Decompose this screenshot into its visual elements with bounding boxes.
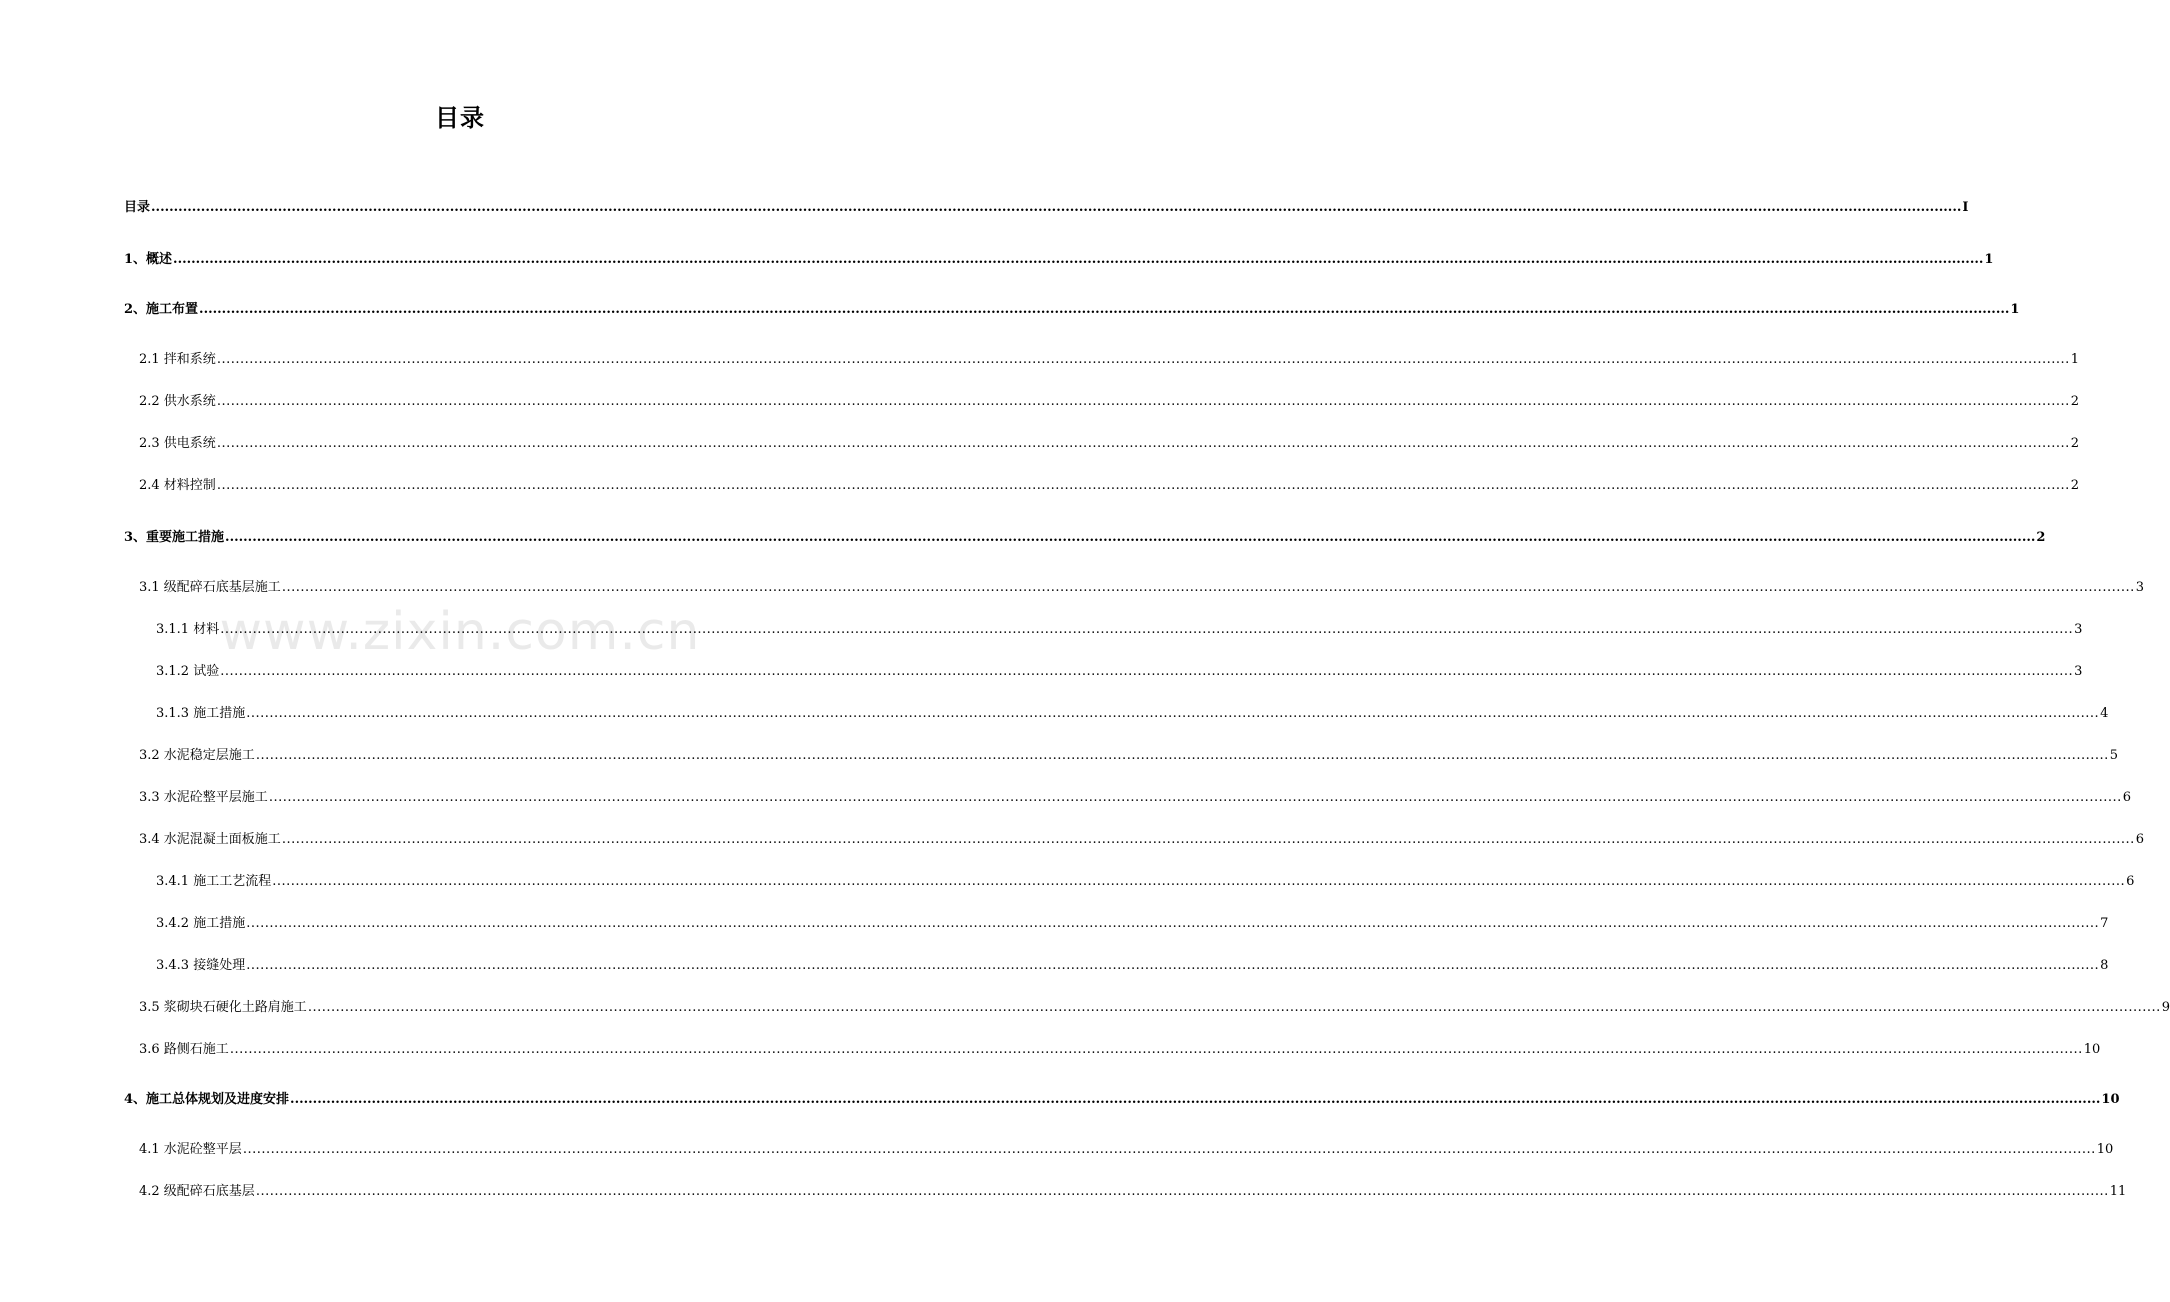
watermark: www.zixin.com.cn xyxy=(219,602,701,662)
toc-dot-leader: ................................................................................................................................................................................................................................................................................................................................................................................................................ xyxy=(216,478,2070,493)
toc-entry-page-number: 5 xyxy=(2109,748,2119,763)
toc-entry[interactable] xyxy=(139,746,2119,766)
toc-dot-leader: ................................................................................................................................................................................................................................................................................................................................................................................................................ xyxy=(225,530,2036,545)
toc-entry[interactable] xyxy=(139,434,2080,454)
toc-entry-label: 3、重要施工措施 xyxy=(124,530,225,545)
toc-entry-page-number: 8 xyxy=(2100,958,2109,973)
toc-dot-leader: ................................................................................................................................................................................................................................................................................................................................................................................................................ xyxy=(290,1092,2101,1107)
toc-entry-page-number: I xyxy=(1962,200,1969,215)
toc-entry[interactable] xyxy=(124,300,2020,320)
toc-entry-label: 3.6 路侧石施工 xyxy=(139,1042,229,1057)
toc-dot-leader: ................................................................................................................................................................................................................................................................................................................................................................................................................ xyxy=(272,874,2126,889)
toc-entry[interactable] xyxy=(156,956,2109,976)
toc-entry-page-number: 10 xyxy=(2096,1142,2114,1157)
toc-entry[interactable] xyxy=(139,788,2132,808)
toc-dot-leader: ................................................................................................................................................................................................................................................................................................................................................................................................................ xyxy=(255,748,2109,763)
toc-entry-page-number: 3 xyxy=(2074,664,2083,679)
toc-entry-page-number: 4 xyxy=(2100,706,2109,721)
toc-dot-leader: ................................................................................................................................................................................................................................................................................................................................................................................................................ xyxy=(242,1142,2096,1157)
toc-entry-label: 4.1 水泥砼整平层 xyxy=(139,1142,242,1157)
toc-dot-leader: ................................................................................................................................................................................................................................................................................................................................................................................................................ xyxy=(246,706,2100,721)
toc-entry-label: 2、施工布置 xyxy=(124,302,199,317)
toc-entry[interactable] xyxy=(139,476,2080,496)
toc-dot-leader: ................................................................................................................................................................................................................................................................................................................................................................................................................ xyxy=(229,1042,2083,1057)
toc-entry-label: 3.5 浆砌块石硬化土路肩施工 xyxy=(139,1000,307,1015)
toc-entry[interactable] xyxy=(139,1182,2127,1202)
toc-dot-leader: ................................................................................................................................................................................................................................................................................................................................................................................................................ xyxy=(173,252,1984,267)
toc-dot-leader: ................................................................................................................................................................................................................................................................................................................................................................................................................ xyxy=(255,1184,2109,1199)
toc-entry[interactable] xyxy=(156,914,2109,934)
toc-entry-page-number: 1 xyxy=(2070,352,2080,367)
toc-dot-leader: ................................................................................................................................................................................................................................................................................................................................................................................................................ xyxy=(216,394,2070,409)
toc-entry-label: 3.1 级配碎石底基层施工 xyxy=(139,580,281,595)
toc-entry-label: 3.1.1 材料 xyxy=(156,622,220,637)
toc-entry[interactable] xyxy=(156,872,2135,892)
toc-entry[interactable] xyxy=(139,1140,2114,1160)
toc-entry-label: 2.2 供水系统 xyxy=(139,394,216,409)
toc-entry-label: 2.3 供电系统 xyxy=(139,436,216,451)
toc-dot-leader: ................................................................................................................................................................................................................................................................................................................................................................................................................ xyxy=(268,790,2122,805)
toc-entry[interactable] xyxy=(139,830,2145,850)
toc-entry-label: 3.3 水泥砼整平层施工 xyxy=(139,790,268,805)
toc-entry-label: 4.2 级配碎石底基层 xyxy=(139,1184,255,1199)
toc-entry-label: 3.4.3 接缝处理 xyxy=(156,958,246,973)
toc-entry-page-number: 9 xyxy=(2161,1000,2170,1015)
toc-dot-leader: ................................................................................................................................................................................................................................................................................................................................................................................................................ xyxy=(220,622,2074,637)
toc-entry-label: 3.2 水泥稳定层施工 xyxy=(139,748,255,763)
toc-entry[interactable] xyxy=(139,578,2145,598)
toc-entry[interactable] xyxy=(156,662,2083,682)
toc-entry-label: 4、施工总体规划及进度安排 xyxy=(124,1092,290,1107)
toc-entry[interactable] xyxy=(156,620,2083,640)
toc-entry-label: 2.4 材料控制 xyxy=(139,478,216,493)
toc-dot-leader: ................................................................................................................................................................................................................................................................................................................................................................................................................ xyxy=(307,1000,2161,1015)
toc-entry-page-number: 1 xyxy=(2010,302,2020,317)
toc-entry-page-number: 11 xyxy=(2109,1184,2127,1199)
toc-entry-page-number: 10 xyxy=(2083,1042,2101,1057)
toc-entry[interactable] xyxy=(139,1040,2101,1060)
toc-entry-page-number: 6 xyxy=(2135,832,2145,847)
toc-entry-label: 3.4.2 施工措施 xyxy=(156,916,246,931)
toc-entry-label: 2.1 拌和系统 xyxy=(139,352,216,367)
toc-entry-page-number: 3 xyxy=(2074,622,2083,637)
toc-dot-leader: ................................................................................................................................................................................................................................................................................................................................................................................................................ xyxy=(246,958,2100,973)
toc-entry-page-number: 7 xyxy=(2100,916,2109,931)
toc-dot-leader: ................................................................................................................................................................................................................................................................................................................................................................................................................ xyxy=(246,916,2100,931)
toc-entry-page-number: 2 xyxy=(2070,436,2080,451)
toc-entry-page-number: 10 xyxy=(2101,1092,2120,1107)
page-title: 目录 xyxy=(435,104,485,132)
toc-entry-page-number: 2 xyxy=(2070,478,2080,493)
toc-dot-leader: ................................................................................................................................................................................................................................................................................................................................................................................................................ xyxy=(220,664,2074,679)
toc-entry-label: 3.4 水泥混凝土面板施工 xyxy=(139,832,281,847)
toc-entry[interactable] xyxy=(139,350,2080,370)
toc-dot-leader: ................................................................................................................................................................................................................................................................................................................................................................................................................ xyxy=(281,832,2135,847)
toc-entry-label: 3.1.2 试验 xyxy=(156,664,220,679)
toc-entry[interactable] xyxy=(124,528,2046,548)
toc-entry-page-number: 2 xyxy=(2036,530,2046,545)
toc-entry[interactable] xyxy=(139,998,2170,1018)
toc-entry[interactable] xyxy=(139,392,2080,412)
toc-entry-page-number: 6 xyxy=(2126,874,2135,889)
toc-entry-label: 3.4.1 施工工艺流程 xyxy=(156,874,272,889)
toc-entry-page-number: 6 xyxy=(2122,790,2132,805)
toc-entry[interactable] xyxy=(156,704,2109,724)
toc-entry[interactable] xyxy=(124,250,1994,270)
toc-entry[interactable] xyxy=(124,1090,2120,1110)
toc-entry-page-number: 3 xyxy=(2135,580,2145,595)
toc-dot-leader: ................................................................................................................................................................................................................................................................................................................................................................................................................ xyxy=(281,580,2135,595)
toc-entry-label: 1、概述 xyxy=(124,252,173,267)
toc-entry-label: 目录 xyxy=(124,200,151,215)
toc-dot-leader: ................................................................................................................................................................................................................................................................................................................................................................................................................ xyxy=(199,302,2010,317)
toc-entry-page-number: 1 xyxy=(1984,252,1994,267)
toc-dot-leader: ................................................................................................................................................................................................................................................................................................................................................................................................................ xyxy=(151,200,1962,215)
toc-entry-page-number: 2 xyxy=(2070,394,2080,409)
toc-dot-leader: ................................................................................................................................................................................................................................................................................................................................................................................................................ xyxy=(216,352,2070,367)
toc-entry-label: 3.1.3 施工措施 xyxy=(156,706,246,721)
toc-entry[interactable] xyxy=(124,198,1969,218)
toc-dot-leader: ................................................................................................................................................................................................................................................................................................................................................................................................................ xyxy=(216,436,2070,451)
